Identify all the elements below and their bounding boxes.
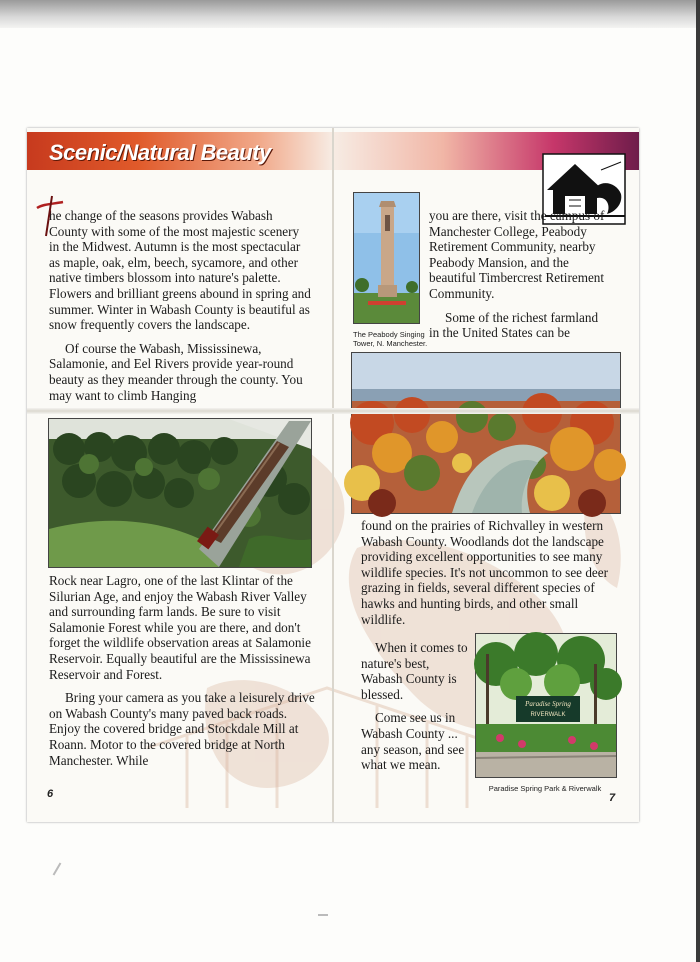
tower-caption [353,330,433,348]
covered-bridge-aerial-photo [48,418,312,568]
sign-line-2: RIVERWALK [530,712,566,718]
right-paragraph-5: Come see us in Wabash County ... any season, and see what we mean. [361,710,465,773]
right-paragraph-3: found on the prairies of Richvalley in western Wabash County. Woodlands dot the landscape providing excellent opportunities to see many wildlife species. It's not uncommon to see deer grazing in fields, several different species of hawks and hunting birds, and other small wildlife. [361,518,609,627]
right-paragraph-4: When it comes to nature's best, Wabash County is blessed. [361,640,468,702]
right-paragraph-2: Some of the richest farmland in the United States can be [429,309,599,341]
right-column-bottom [361,640,473,773]
scan-mark [53,862,62,875]
tower-caption-line-2: Tower, N. Manchester. [353,339,428,348]
left-column-bottom [49,573,321,768]
section-title: Scenic/Natural Beauty [49,140,271,165]
park-caption: Paradise Spring Park & Riverwalk [488,784,602,793]
autumn-river-photo [351,352,621,514]
page-number-left: 6 [47,788,54,800]
horizontal-fold [27,408,639,414]
tower-caption-line-1: The Peabody Singing [353,330,425,339]
drop-cap-t [35,196,65,236]
scan-mark-2 [318,914,328,916]
brochure-spread [27,128,639,822]
right-column-top [429,208,611,341]
riverwalk-park-photo [475,633,617,778]
page-number-right: 7 [609,792,616,804]
scan-right-edge [696,0,700,962]
right-paragraph-1: you are there, visit the campus of Manchester College, Peabody Retirement Community, nearby Peabody Mansion, and the beautiful Timbercrest Retirement Community. [429,208,605,301]
sign-line-1: Paradise Spring [525,700,571,708]
left-column-top [49,208,311,403]
left-paragraph-1: he change of the seasons provides Wabash County with some of the most majestic scenery in the Midwest. Autumn is the most spectacular as maple, oak, elm, beech, sycamore, and other native timbers blossom into nature's palette. Flowers and brilliant greens abound in spring and summer. Winter in Wabash County is beautiful as snow frequently covers the landscape. [49,208,311,333]
center-spine [332,128,334,822]
left-paragraph-4: Bring your camera as you take a leisurely drive on Wabash County's many paved back roads. Enjoy the covered bridge and Stockdale Mill at Roann. Motor to the covered bridge at North Manchester. While [49,690,315,768]
left-paragraph-2: Of course the Wabash, Mississinewa, Salamonie, and Eel Rivers provide year-round beauty as they meander through the county. You may want to climb Hanging [49,340,303,403]
left-paragraph-3: Rock near Lagro, one of the last Klintar of the Silurian Age, and enjoy the Wabash River Valley and surrounding farm lands. Be sure to visit Salamonie Forest while you are there, and don't forget the wildlife observation areas at Salamonie Reservoir. Equally beautiful are the Mississinewa Reservoir and Forest. [49,573,311,682]
singing-tower-photo [353,192,420,324]
scan-top-edge [0,0,700,28]
right-column-middle [361,518,623,627]
